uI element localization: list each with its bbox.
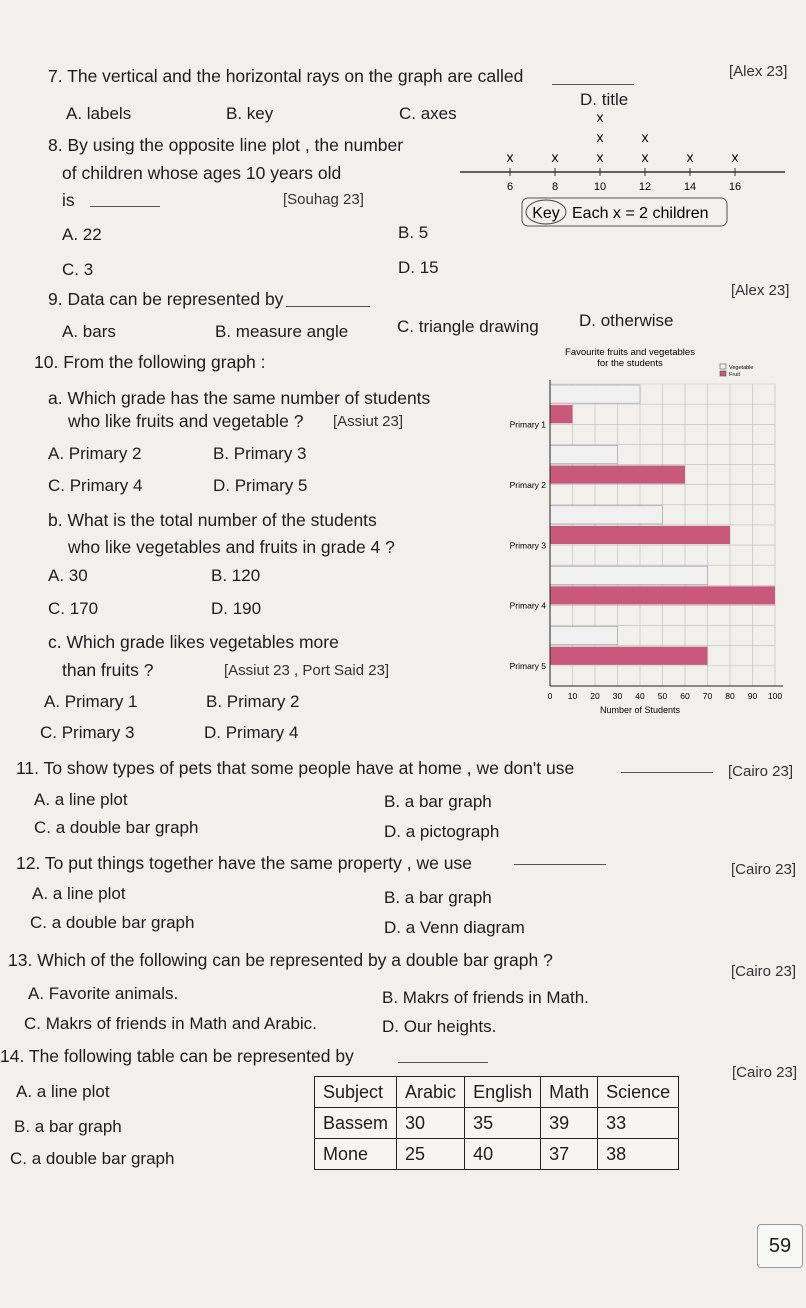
line-plot [440, 110, 800, 238]
legend-swatch [720, 364, 726, 369]
legend-label: Fruit [729, 372, 740, 378]
q14-answer-blank [398, 1062, 488, 1063]
bar-fruit [550, 586, 775, 604]
line-plot-x-mark: x [596, 110, 604, 125]
chart-title-line1: Favourite fruits and vegetables [565, 347, 695, 358]
bar-fruit [550, 466, 685, 484]
q14-option-c: C. a double bar graph [10, 1149, 175, 1168]
q10c-line1: c. Which grade likes vegetables more [48, 632, 339, 652]
q9-option-c: C. triangle drawing [397, 317, 539, 336]
q8-option-a: A. 22 [62, 225, 102, 244]
q10c-option-c: C. Primary 3 [40, 723, 135, 742]
line-plot-tick-label: 16 [728, 181, 742, 193]
q7-option-c: C. axes [399, 104, 457, 123]
table-cell: Bassem [315, 1108, 397, 1139]
chart-title-line2: for the students [597, 358, 663, 369]
x-tick-label: 70 [702, 691, 713, 701]
x-tick-label: 50 [657, 691, 668, 701]
category-label: Primary 3 [509, 540, 546, 551]
line-plot-x-mark: x [686, 149, 694, 165]
q8-question-line2: of children whose ages 10 years old [62, 163, 342, 183]
q10a-option-b: B. Primary 3 [213, 444, 307, 463]
x-tick-label: 40 [635, 691, 645, 701]
q7-option-d: D. title [580, 90, 629, 109]
q10a-option-d: D. Primary 5 [213, 476, 308, 495]
q7-question: 7. The vertical and the horizontal rays on the graph are called [48, 66, 524, 86]
q7-option-b: B. key [226, 104, 274, 123]
category-label: Primary 2 [509, 479, 546, 490]
table-cell: 40 [465, 1139, 541, 1170]
line-plot-tick-label: 14 [683, 181, 697, 193]
q12-source: [Cairo 23] [731, 861, 797, 878]
q10a-line2: who like fruits and vegetable ? [68, 411, 304, 431]
q12-option-c: C. a double bar graph [30, 913, 195, 932]
table-header-cell: English [465, 1077, 541, 1108]
category-label: Primary 5 [509, 661, 546, 672]
x-tick-label: 30 [612, 691, 623, 701]
line-plot-tick-label: 12 [638, 181, 652, 193]
q8-option-c: C. 3 [62, 260, 94, 279]
q10b-line2: who like vegetables and fruits in grade 4 ? [68, 537, 395, 557]
q10b-option-d: D. 190 [211, 599, 262, 618]
q14-source: [Cairo 23] [732, 1064, 798, 1081]
subject-marks-table [314, 1076, 679, 1170]
q10a-source: [Assiut 23] [333, 413, 404, 430]
table-cell: 25 [397, 1139, 465, 1170]
table-header-cell: Subject [315, 1077, 397, 1108]
q14-option-a: A. a line plot [16, 1082, 110, 1101]
table-header-cell: Arabic [397, 1077, 465, 1108]
q8-option-b: B. 5 [398, 223, 429, 242]
bar-vegetable [550, 445, 618, 463]
table-cell: Mone [315, 1139, 397, 1170]
q10c-option-b: B. Primary 2 [206, 692, 300, 711]
q10-intro: 10. From the following graph : [34, 352, 266, 372]
bar-vegetable [550, 506, 663, 524]
q10a-option-c: C. Primary 4 [48, 476, 143, 495]
q9-question: 9. Data can be represented by [48, 289, 284, 309]
q10b-option-c: C. 170 [48, 599, 99, 618]
q8-source: [Souhag 23] [283, 191, 364, 208]
x-tick-label: 90 [747, 691, 758, 701]
q13-option-c: C. Makrs of friends in Math and Arabic. [24, 1014, 317, 1033]
table-cell: 37 [541, 1139, 598, 1170]
q13-option-a: A. Favorite animals. [28, 984, 179, 1003]
double-bar-chart [470, 338, 800, 723]
x-tick-label: 100 [767, 691, 783, 701]
q9-option-d: D. otherwise [579, 311, 674, 330]
line-plot-x-mark: x [641, 129, 649, 145]
table-cell: 39 [541, 1108, 598, 1139]
q11-answer-blank [621, 772, 713, 773]
q14-option-b: B. a bar graph [14, 1117, 122, 1136]
bar-vegetable [550, 627, 618, 645]
q13-option-b: B. Makrs of friends in Math. [382, 988, 589, 1007]
bar-fruit [550, 405, 573, 423]
q13-source: [Cairo 23] [731, 963, 797, 980]
q13-question: 13. Which of the following can be represented by a double bar graph ? [8, 950, 553, 970]
q9-option-b: B. measure angle [215, 322, 349, 341]
q10c-option-a: A. Primary 1 [44, 692, 138, 711]
x-tick-label: 80 [725, 691, 735, 701]
q12-answer-blank [514, 864, 606, 865]
q10a-line1: a. Which grade has the same number of students [48, 388, 431, 408]
q10a-option-a: A. Primary 2 [48, 444, 142, 463]
x-tick-label: 10 [567, 691, 578, 701]
q11-option-c: C. a double bar graph [34, 818, 199, 837]
q7-answer-blank [552, 84, 634, 85]
key-text: Each x = 2 children [572, 205, 709, 222]
q12-option-b: B. a bar graph [384, 888, 492, 907]
q10b-option-a: A. 30 [48, 566, 88, 585]
key-label: Key [532, 205, 560, 222]
q14-question: 14. The following table can be represented by [0, 1046, 354, 1066]
q13-option-d: D. Our heights. [382, 1017, 497, 1036]
line-plot-tick-label: 10 [593, 181, 607, 193]
category-label: Primary 4 [509, 600, 546, 611]
q8-answer-blank [90, 206, 160, 207]
q7-source: [Alex 23] [729, 63, 788, 80]
q10b-option-b: B. 120 [211, 566, 261, 585]
x-tick-label: 0 [547, 691, 553, 701]
bar-vegetable [550, 385, 640, 403]
q8-option-d: D. 15 [398, 258, 439, 277]
q11-option-b: B. a bar graph [384, 792, 492, 811]
line-plot-x-mark: x [596, 129, 604, 145]
page-number: 59 [757, 1224, 803, 1268]
x-tick-label: 20 [590, 691, 600, 701]
bar-fruit [550, 647, 708, 665]
q10c-source: [Assiut 23 , Port Said 23] [224, 662, 390, 679]
bar-fruit [550, 526, 730, 544]
q9-source: [Alex 23] [731, 282, 790, 299]
line-plot-x-mark: x [596, 149, 604, 165]
chart-x-label: Number of Students [599, 705, 681, 715]
legend-label: Vegetable [729, 365, 754, 371]
bar-vegetable [550, 566, 708, 584]
table-header-cell: Math [541, 1077, 598, 1108]
q10c-line2: than fruits ? [62, 660, 154, 680]
table-header-cell: Science [598, 1077, 679, 1108]
q8-question-line3: is [62, 190, 75, 210]
table-row [315, 1108, 679, 1139]
table-cell: 38 [598, 1139, 679, 1170]
q12-question: 12. To put things together have the same property , we use [16, 853, 472, 873]
line-plot-x-mark: x [506, 149, 514, 165]
table-header-row [315, 1077, 679, 1108]
table-row [315, 1139, 679, 1170]
q12-option-a: A. a line plot [32, 884, 126, 903]
table-cell: 35 [465, 1108, 541, 1139]
q9-answer-blank [286, 306, 370, 307]
q11-source: [Cairo 23] [728, 763, 794, 780]
legend-swatch [720, 371, 726, 376]
line-plot-x-mark: x [731, 149, 739, 165]
category-label: Primary 1 [509, 419, 546, 430]
table-cell: 30 [397, 1108, 465, 1139]
q10b-line1: b. What is the total number of the students [48, 510, 377, 530]
q10c-option-d: D. Primary 4 [204, 723, 299, 742]
q7-option-a: A. labels [66, 104, 132, 123]
line-plot-x-mark: x [641, 149, 649, 165]
x-tick-label: 60 [680, 691, 690, 701]
line-plot-tick-label: 8 [551, 181, 559, 193]
q11-question: 11. To show types of pets that some people have at home , we don't use [16, 758, 575, 778]
table-cell: 33 [598, 1108, 679, 1139]
line-plot-x-mark: x [551, 149, 559, 165]
q8-question-line1: 8. By using the opposite line plot , the number [48, 135, 404, 155]
line-plot-tick-label: 6 [506, 181, 514, 193]
q11-option-a: A. a line plot [34, 790, 128, 809]
q11-option-d: D. a pictograph [384, 822, 500, 841]
q12-option-d: D. a Venn diagram [384, 918, 525, 937]
q9-option-a: A. bars [62, 322, 116, 341]
